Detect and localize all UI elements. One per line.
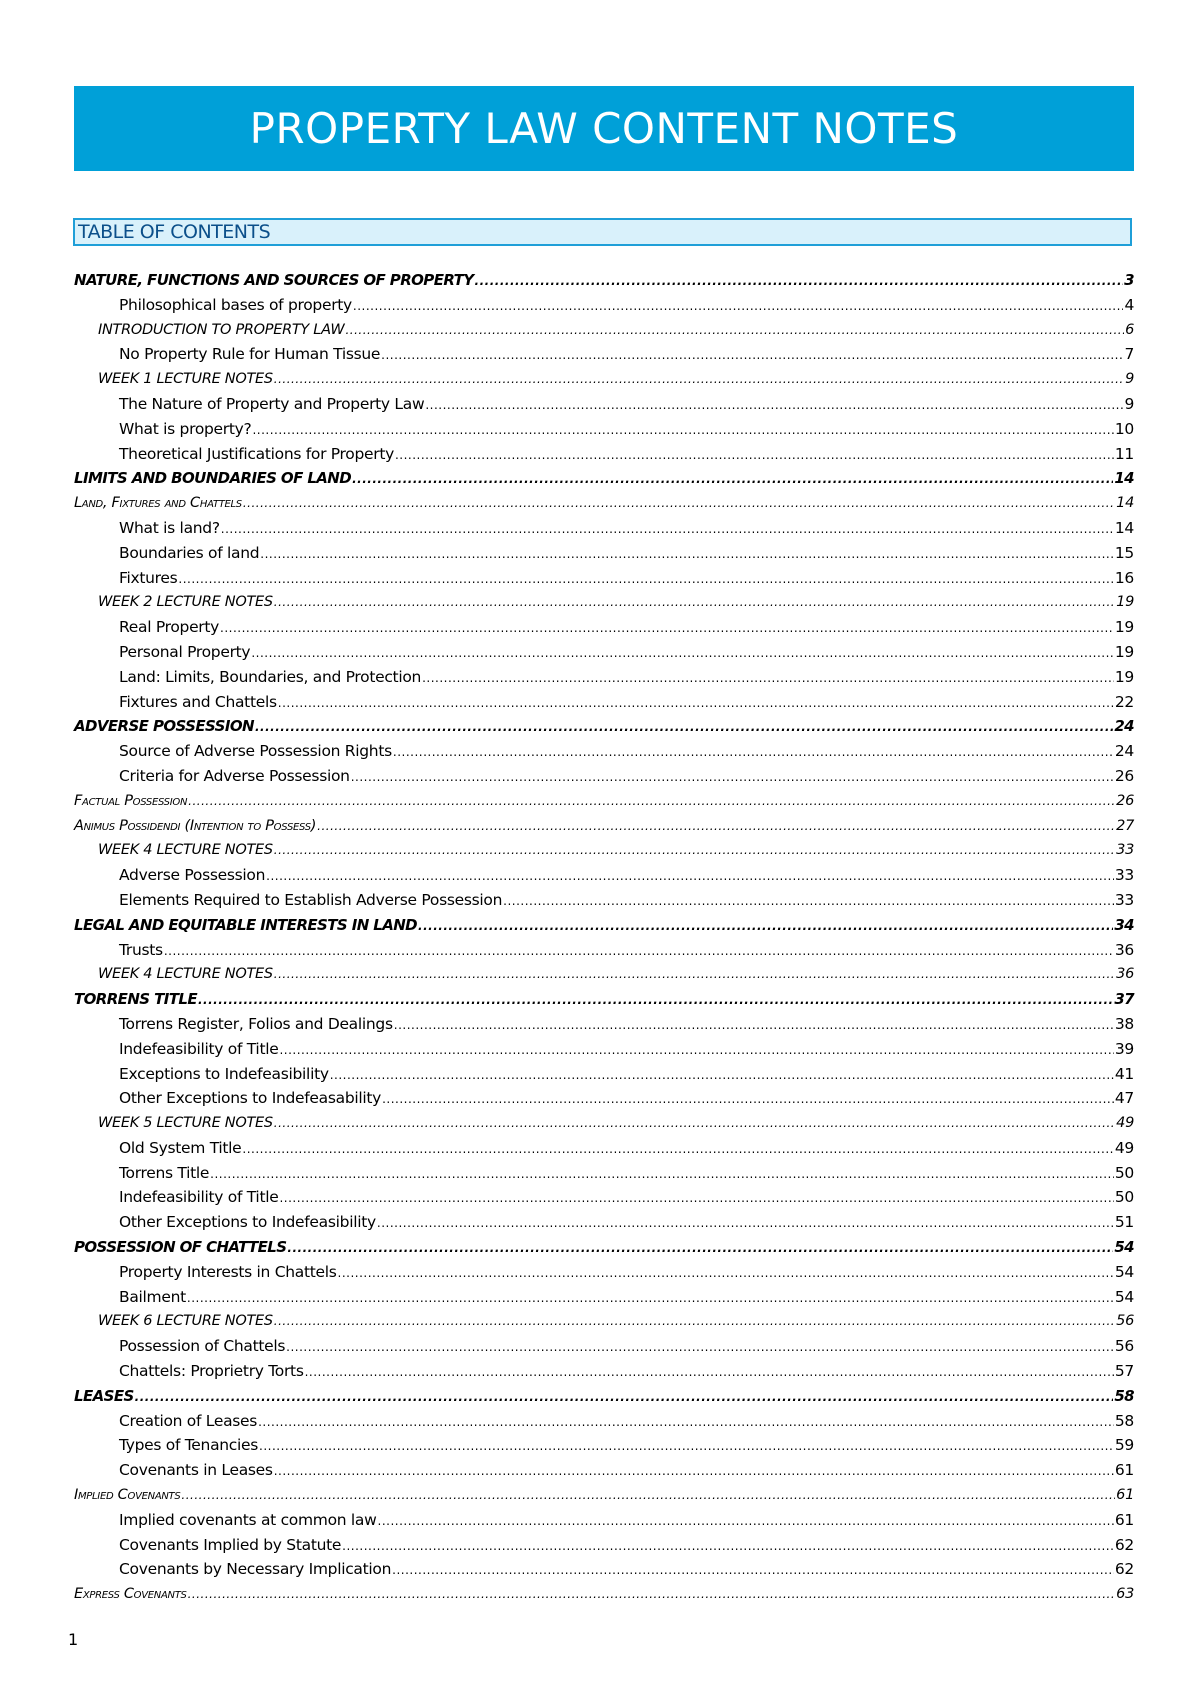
toc-entry[interactable] <box>74 1260 1134 1285</box>
toc-entry[interactable] <box>74 838 1134 863</box>
toc-entry-title: Implied Covenants <box>74 1487 181 1504</box>
toc-entry-title: Covenants by Necessary Implication <box>119 1560 392 1579</box>
toc-entry-title: Property Interests in Chattels <box>119 1262 337 1281</box>
toc-entry-page: 36 <box>1114 940 1134 959</box>
toc-entry-page: 27 <box>1116 817 1134 834</box>
toc-entry-title: Boundaries of land <box>119 543 260 562</box>
toc-entry-title: INTRODUCTION TO PROPERTY LAW <box>98 321 345 338</box>
toc-entry[interactable] <box>74 938 1134 963</box>
toc-entry[interactable] <box>74 987 1134 1012</box>
toc-entry-page: 24 <box>1114 717 1134 736</box>
toc-entry-title: WEEK 4 LECTURE NOTES <box>98 842 273 859</box>
toc-entry[interactable] <box>74 590 1134 615</box>
toc-entry-page: 6 <box>1125 321 1134 338</box>
toc-entry-title: WEEK 6 LECTURE NOTES <box>98 1313 273 1330</box>
toc-dot-leader <box>345 318 1124 343</box>
toc-entry-title: Criteria for Adverse Possession <box>119 766 350 785</box>
toc-dot-leader <box>342 1534 1114 1559</box>
toc-dot-leader <box>330 1063 1114 1088</box>
toc-entry-page: 61 <box>1116 1487 1134 1504</box>
toc-entry-title: NATURE, FUNCTIONS AND SOURCES OF PROPERTY <box>74 271 474 289</box>
toc-entry-page: 24 <box>1114 742 1134 761</box>
document-title: PROPERTY LAW CONTENT NOTES <box>249 104 959 153</box>
toc-entry-title: Source of Adverse Possession Rights <box>119 742 392 761</box>
toc-entry[interactable] <box>74 466 1134 491</box>
toc-entry-page: 10 <box>1114 419 1134 438</box>
toc-entry-page: 57 <box>1114 1362 1134 1381</box>
toc-dot-leader <box>394 1013 1114 1038</box>
toc-dot-leader <box>258 1410 1114 1435</box>
toc-entry[interactable] <box>74 1185 1134 1210</box>
title-banner <box>74 86 1134 171</box>
toc-entry[interactable] <box>74 417 1134 442</box>
toc-entry-page: 19 <box>1114 667 1134 686</box>
toc-dot-leader <box>210 1162 1114 1187</box>
toc-entry-title: Torrens Title <box>119 1163 210 1182</box>
toc-entry-title: POSSESSION OF CHATTELS <box>74 1238 287 1257</box>
toc-entry[interactable] <box>74 814 1134 839</box>
toc-entry[interactable] <box>74 1483 1134 1508</box>
toc-dot-leader <box>188 789 1115 814</box>
toc-dot-leader <box>378 1509 1114 1534</box>
toc-entry-page: 7 <box>1124 345 1134 364</box>
toc-entry-page: 36 <box>1116 966 1134 983</box>
toc-dot-leader <box>255 715 1113 740</box>
toc-entry[interactable] <box>74 1062 1134 1087</box>
toc-entry-title: Other Exceptions to Indefeasibility <box>119 1213 376 1232</box>
toc-dot-leader <box>274 1309 1115 1334</box>
toc-entry-page: 51 <box>1114 1213 1134 1232</box>
toc-dot-leader <box>287 1236 1113 1261</box>
toc-entry-page: 61 <box>1114 1461 1134 1480</box>
toc-entry-title: Land: Limits, Boundaries, and Protection <box>119 667 422 686</box>
toc-dot-leader <box>274 367 1124 392</box>
toc-entry-title: Land, Fixtures and Chattels <box>74 495 242 512</box>
toc-dot-leader <box>279 1186 1113 1211</box>
toc-entry-title: Express Covenants <box>74 1586 187 1603</box>
toc-entry-page: 54 <box>1114 1287 1134 1306</box>
toc-entry[interactable] <box>74 714 1134 739</box>
toc-entry[interactable] <box>74 566 1134 591</box>
toc-entry-page: 59 <box>1114 1436 1134 1455</box>
toc-entry[interactable] <box>74 1334 1134 1359</box>
table-of-contents <box>74 268 1134 1607</box>
toc-entry-title: LEASES <box>74 1386 134 1405</box>
toc-dot-leader <box>198 988 1113 1013</box>
toc-entry[interactable] <box>74 1136 1134 1161</box>
toc-entry[interactable] <box>74 516 1134 541</box>
toc-entry-title: Elements Required to Establish Adverse Possession <box>119 890 503 909</box>
toc-dot-leader <box>352 467 1113 492</box>
toc-entry-page: 38 <box>1114 1014 1134 1033</box>
toc-entry-page: 54 <box>1114 1238 1134 1257</box>
toc-dot-leader <box>422 666 1114 691</box>
toc-entry-title: Possession of Chattels <box>119 1337 286 1356</box>
toc-entry[interactable] <box>74 913 1134 938</box>
toc-dot-leader <box>187 1286 1114 1311</box>
toc-entry-page: 26 <box>1116 792 1134 809</box>
toc-dot-leader <box>274 962 1115 987</box>
toc-entry-page: 49 <box>1114 1138 1134 1157</box>
toc-dot-leader <box>252 418 1113 443</box>
toc-entry-title: Chattels: Proprietry Torts <box>119 1362 304 1381</box>
toc-dot-leader <box>181 1483 1115 1508</box>
page-number: 1 <box>68 1630 79 1649</box>
toc-entry-title: Exceptions to Indefeasibility <box>119 1064 329 1083</box>
toc-entry-page: 22 <box>1114 692 1134 711</box>
toc-heading-label: TABLE OF CONTENTS <box>78 221 271 243</box>
toc-heading <box>73 218 1132 246</box>
toc-dot-leader <box>393 740 1114 765</box>
toc-entry-title: Theoretical Justifications for Property <box>119 444 394 463</box>
toc-entry-page: 63 <box>1116 1586 1134 1603</box>
toc-dot-leader <box>135 1385 1114 1410</box>
toc-entry-page: 4 <box>1124 295 1134 314</box>
toc-entry-title: WEEK 4 LECTURE NOTES <box>98 966 273 983</box>
toc-entry[interactable] <box>74 1433 1134 1458</box>
toc-entry[interactable] <box>74 1533 1134 1558</box>
toc-entry-title: Torrens Register, Folios and Dealings <box>119 1014 393 1033</box>
toc-entry[interactable] <box>74 1582 1134 1607</box>
toc-entry-title: The Nature of Property and Property Law <box>119 394 425 413</box>
toc-entry-page: 34 <box>1114 915 1134 934</box>
toc-entry[interactable] <box>74 1012 1134 1037</box>
toc-entry[interactable] <box>74 1235 1134 1260</box>
toc-dot-leader <box>425 393 1123 418</box>
toc-entry[interactable] <box>74 764 1134 789</box>
toc-entry-title: Factual Possession <box>74 792 188 809</box>
toc-entry-page: 61 <box>1114 1510 1134 1529</box>
toc-entry-page: 15 <box>1114 543 1134 562</box>
toc-entry-title: Implied covenants at common law <box>119 1510 377 1529</box>
toc-entry[interactable] <box>74 1037 1134 1062</box>
toc-entry[interactable] <box>74 615 1134 640</box>
toc-entry-page: 14 <box>1114 518 1134 537</box>
toc-entry-title: Personal Property <box>119 642 251 661</box>
toc-entry-page: 16 <box>1114 568 1134 587</box>
toc-entry[interactable] <box>74 1508 1134 1533</box>
toc-entry-title: Fixtures and Chattels <box>119 692 277 711</box>
toc-dot-leader <box>475 269 1124 294</box>
toc-dot-leader <box>274 1111 1115 1136</box>
toc-entry-title: ADVERSE POSSESSION <box>74 717 254 736</box>
toc-dot-leader <box>274 838 1115 863</box>
toc-dot-leader <box>242 1137 1113 1162</box>
toc-entry-page: 33 <box>1114 866 1134 885</box>
toc-entry-page: 58 <box>1114 1411 1134 1430</box>
toc-entry-title: Other Exceptions to Indefeasability <box>119 1089 382 1108</box>
toc-dot-leader <box>377 1211 1114 1236</box>
toc-entry[interactable] <box>74 739 1134 764</box>
toc-entry-title: Adverse Possession <box>119 866 266 885</box>
toc-entry-page: 39 <box>1114 1039 1134 1058</box>
toc-entry[interactable] <box>74 690 1134 715</box>
toc-dot-leader <box>220 616 1114 641</box>
toc-entry-title: Creation of Leases <box>119 1411 258 1430</box>
toc-entry[interactable] <box>74 367 1134 392</box>
toc-dot-leader <box>338 1261 1114 1286</box>
toc-entry[interactable] <box>74 962 1134 987</box>
toc-dot-leader <box>178 567 1113 592</box>
toc-dot-leader <box>221 517 1114 542</box>
toc-entry-page: 58 <box>1114 1386 1134 1405</box>
toc-entry[interactable] <box>74 1409 1134 1434</box>
toc-entry-title: What is property? <box>119 419 252 438</box>
toc-entry-page: 33 <box>1114 890 1134 909</box>
toc-entry-page: 62 <box>1114 1560 1134 1579</box>
toc-entry[interactable] <box>74 392 1134 417</box>
toc-entry[interactable] <box>74 1086 1134 1111</box>
toc-entry-page: 56 <box>1116 1313 1134 1330</box>
toc-dot-leader <box>188 1582 1116 1607</box>
toc-entry-page: 11 <box>1114 444 1134 463</box>
toc-entry-page: 9 <box>1125 371 1134 388</box>
toc-entry-title: Trusts <box>119 940 163 959</box>
toc-entry-page: 56 <box>1114 1337 1134 1356</box>
toc-dot-leader <box>503 889 1114 914</box>
toc-dot-leader <box>260 542 1114 567</box>
toc-entry-title: LEGAL AND EQUITABLE INTERESTS IN LAND <box>74 915 418 934</box>
toc-entry-title: Indefeasibility of Title <box>119 1188 279 1207</box>
toc-entry-title: Animus Possidendi (Intention to Possess) <box>74 817 317 834</box>
toc-dot-leader <box>164 939 1114 964</box>
toc-entry-title: Real Property <box>119 618 220 637</box>
toc-entry[interactable] <box>74 1557 1134 1582</box>
toc-dot-leader <box>382 1087 1114 1112</box>
toc-entry-title: Types of Tenancies <box>119 1436 259 1455</box>
toc-entry-page: 3 <box>1124 271 1134 289</box>
toc-dot-leader <box>392 1558 1114 1583</box>
toc-entry-title: What is land? <box>119 518 220 537</box>
toc-entry-page: 14 <box>1114 469 1134 488</box>
toc-entry-title: WEEK 1 LECTURE NOTES <box>98 371 273 388</box>
toc-entry-page: 33 <box>1116 842 1134 859</box>
toc-entry[interactable] <box>74 1285 1134 1310</box>
toc-entry-page: 14 <box>1116 495 1134 512</box>
toc-entry-page: 26 <box>1114 766 1134 785</box>
toc-dot-leader <box>274 590 1115 615</box>
toc-entry-title: LIMITS AND BOUNDARIES OF LAND <box>74 469 352 488</box>
toc-entry[interactable] <box>74 541 1134 566</box>
toc-entry-page: 50 <box>1114 1188 1134 1207</box>
toc-dot-leader <box>274 1459 1114 1484</box>
toc-entry-page: 19 <box>1116 594 1134 611</box>
toc-entry[interactable] <box>74 1359 1134 1384</box>
toc-dot-leader <box>243 491 1115 516</box>
toc-entry-title: Covenants Implied by Statute <box>119 1535 342 1554</box>
toc-entry[interactable] <box>74 888 1134 913</box>
toc-dot-leader <box>418 914 1113 939</box>
toc-entry-title: WEEK 2 LECTURE NOTES <box>98 594 273 611</box>
toc-entry[interactable] <box>74 863 1134 888</box>
toc-dot-leader <box>266 864 1114 889</box>
toc-entry[interactable] <box>74 318 1134 343</box>
toc-entry[interactable] <box>74 1384 1134 1409</box>
toc-entry-title: WEEK 5 LECTURE NOTES <box>98 1115 273 1132</box>
toc-entry[interactable] <box>74 1309 1134 1334</box>
toc-entry-title: Covenants in Leases <box>119 1461 273 1480</box>
toc-entry-title: Bailment <box>119 1287 186 1306</box>
toc-entry[interactable] <box>74 342 1134 367</box>
toc-entry-page: 62 <box>1114 1535 1134 1554</box>
toc-entry[interactable] <box>74 491 1134 516</box>
toc-entry-page: 49 <box>1116 1115 1134 1132</box>
toc-dot-leader <box>317 814 1115 839</box>
toc-dot-leader <box>353 294 1124 319</box>
toc-entry[interactable] <box>74 640 1134 665</box>
toc-dot-leader <box>395 443 1114 468</box>
toc-entry-page: 54 <box>1114 1262 1134 1281</box>
toc-dot-leader <box>278 691 1114 716</box>
toc-dot-leader <box>251 641 1114 666</box>
toc-entry[interactable] <box>74 442 1134 467</box>
toc-entry-title: No Property Rule for Human Tissue <box>119 345 381 364</box>
toc-entry-page: 9 <box>1124 394 1134 413</box>
toc-entry-page: 41 <box>1114 1064 1134 1083</box>
toc-entry-title: Philosophical bases of property <box>119 295 352 314</box>
toc-dot-leader <box>259 1434 1114 1459</box>
toc-dot-leader <box>351 765 1114 790</box>
toc-dot-leader <box>305 1360 1114 1385</box>
toc-entry-page: 37 <box>1114 990 1134 1009</box>
toc-entry-page: 50 <box>1114 1163 1134 1182</box>
toc-entry-title: Fixtures <box>119 568 178 587</box>
toc-entry[interactable] <box>74 1111 1134 1136</box>
toc-entry[interactable] <box>74 268 1134 293</box>
toc-entry[interactable] <box>74 1161 1134 1186</box>
toc-entry[interactable] <box>74 1458 1134 1483</box>
toc-entry[interactable] <box>74 1210 1134 1235</box>
toc-entry[interactable] <box>74 293 1134 318</box>
toc-entry[interactable] <box>74 665 1134 690</box>
toc-dot-leader <box>381 343 1123 368</box>
toc-entry-page: 19 <box>1114 618 1134 637</box>
toc-entry-title: Old System Title <box>119 1138 242 1157</box>
toc-entry-page: 47 <box>1114 1089 1134 1108</box>
toc-dot-leader <box>286 1335 1114 1360</box>
toc-dot-leader <box>279 1038 1113 1063</box>
toc-entry-title: TORRENS TITLE <box>74 990 197 1009</box>
toc-entry-page: 19 <box>1114 642 1134 661</box>
toc-entry[interactable] <box>74 789 1134 814</box>
toc-entry-title: Indefeasibility of Title <box>119 1039 279 1058</box>
